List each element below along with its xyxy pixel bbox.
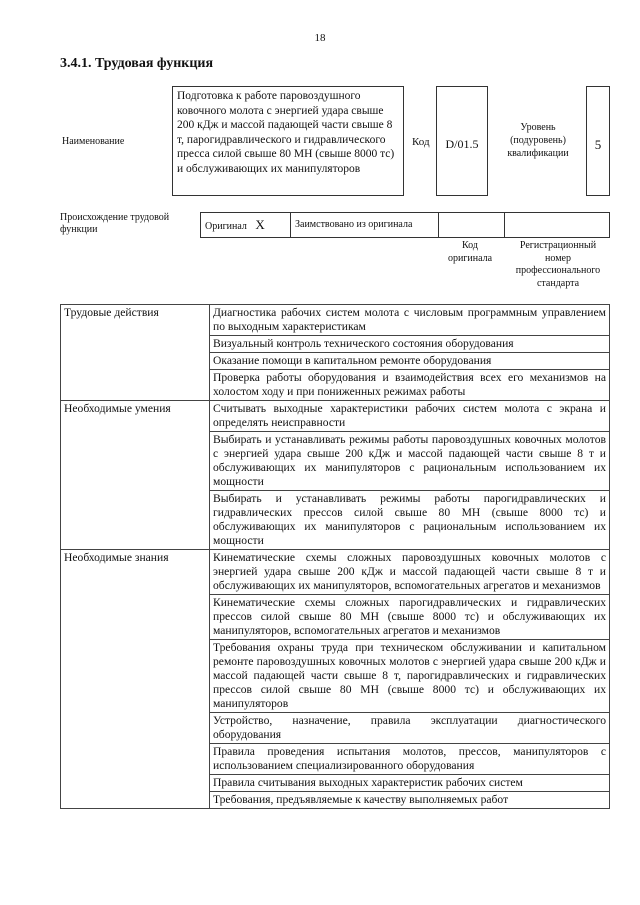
page-number: 18 (314, 32, 326, 44)
origin-borrowed-cell: Заимствовано из оригинала (291, 213, 439, 237)
section-title-cell: Необходимые знания (61, 550, 210, 809)
name-label: Наименование (62, 136, 125, 147)
function-name-box: Подготовка к работе паровоздушного ковочного молота с энергией удара свыше 200 кДж и массой падающей части свыше 8 т, парогидравлического и гидравлического пресса силой свыше 80 МН (свыше 8000 тс) и обслуживающих их манипуляторов (172, 86, 404, 196)
item-cell: Кинематические схемы сложных парогидравлических и гидравлических прессов силой свыше 80 МН (свыше 8000 тс) и обслуживающих их манипуляторов, вспомогательных агрегатов и механизмов (210, 595, 610, 640)
code-label: Код (412, 136, 430, 148)
item-cell: Правила считывания выходных характеристик рабочих систем (210, 775, 610, 792)
section-title: 3.4.1. Трудовая функция (60, 56, 214, 71)
level-value: 5 (586, 86, 610, 196)
table-row (61, 401, 610, 432)
item-cell: Правила проведения испытания молотов, прессов, манипуляторов с использованием специализированного оборудования (210, 744, 610, 775)
code-value: D/01.5 (436, 86, 488, 196)
item-cell: Выбирать и устанавливать режимы работы паровоздушных ковочных молотов с энергией удара свыше 200 кДж и массой падающей части свыше 8 т и обслуживающих их манипуляторов с рациональным использованием их мощности (210, 432, 610, 491)
origin-table (200, 212, 610, 238)
item-cell: Кинематические схемы сложных паровоздушных ковочных молотов с энергией удара свыше 200 кДж и массой падающей части свыше 8 т и обслуживающих их манипуляторов, вспомогательных агрегатов и механизмов (210, 550, 610, 595)
labor-function-table (60, 304, 610, 809)
item-cell: Оказание помощи в капитальном ремонте оборудования (210, 353, 610, 370)
item-cell: Визуальный контроль технического состояния оборудования (210, 336, 610, 353)
item-cell: Устройство, назначение, правила эксплуатации диагностического оборудования (210, 713, 610, 744)
item-cell: Требования охраны труда при техническом обслуживании и капитальном ремонте паровоздушных ковочных молотов с энергией удара свыше 200 кДж и массой падающей части свыше 8 т, парогидравлических и гидравлических прессов силой свыше 80 МН (свыше 8000 тс) и обслуживающих их манипуляторов (210, 640, 610, 713)
item-cell: Выбирать и устанавливать режимы работы парогидравлических и гидравлических прессов силой свыше 80 МН (свыше 8000 тс) и обслуживающих их манипуляторов с рациональным использованием их мощности (210, 491, 610, 550)
origin-reg-cell (505, 213, 609, 237)
table-row (61, 305, 610, 336)
item-cell: Требования, предъявляемые к качеству выполняемых работ (210, 792, 610, 809)
origin-original-cell (201, 213, 291, 237)
code-original-label: Код оригинала (447, 240, 493, 264)
origin-label: Происхождение трудовой функции (60, 212, 170, 235)
table-row (61, 550, 610, 595)
section-title-cell: Трудовые действия (61, 305, 210, 401)
section-title-cell: Необходимые умения (61, 401, 210, 550)
origin-code-cell (439, 213, 505, 237)
item-cell: Диагностика рабочих систем молота с числовым программным управлением по выходным характеристикам (210, 305, 610, 336)
level-label: Уровень (подуровень) квалификации (507, 122, 569, 159)
origin-original-label: Оригинал (205, 221, 247, 232)
item-cell: Проверка работы оборудования и взаимодействия всех его механизмов на холостом ходу и при пониженных режимах работы (210, 370, 610, 401)
origin-original-mark: X (255, 217, 265, 232)
item-cell: Считывать выходные характеристики рабочих систем молота с экрана и определять неисправности (210, 401, 610, 432)
reg-number-label: Регистрационный номер профессионального стандарта (515, 240, 601, 289)
